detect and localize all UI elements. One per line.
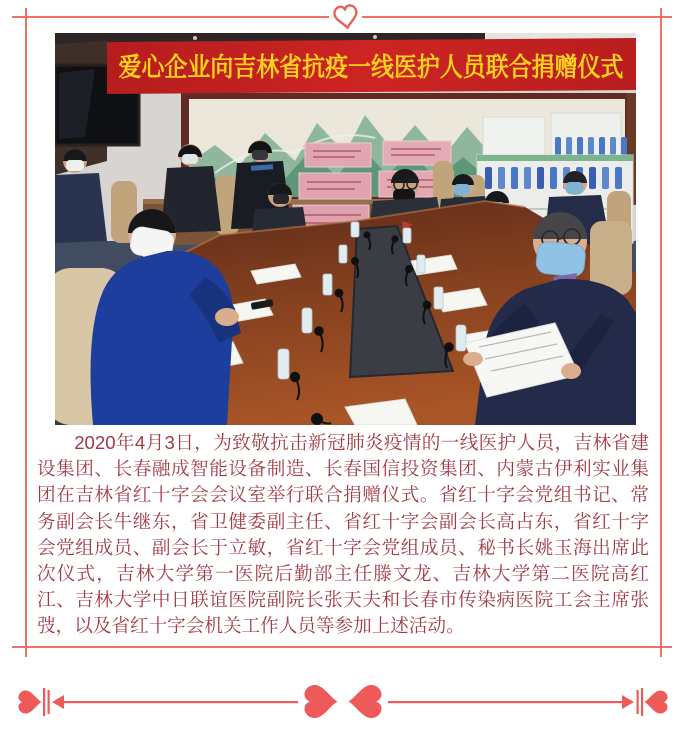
frame-bottom-line bbox=[12, 646, 672, 648]
banner-text: 爱心企业向吉林省抗疫一线医护人员联合捐赠仪式 bbox=[118, 52, 624, 82]
ceremony-banner bbox=[107, 38, 636, 94]
ceremony-photo[interactable] bbox=[55, 33, 636, 425]
article-paragraph: 2020年4月3日，为致敬抗击新冠肺炎疫情的一线医护人员，吉林省建设集团、长春融成智能设备制造、长春国信投资集团、内蒙古伊利实业集团在吉林省红十字会会议室举行联合捐赠仪式。省红十字会党组书记、常务副会长牛继东，省卫健委副主任、省红十字会副会长高占东，省红十字会党组成员、副会长于立敏，省红十字会党组成员、秘书长姚玉海出席此次仪式，吉林大学第一医院后勤部主任滕文龙、吉林大学第二医院高红江、吉林大学中日联谊医院副院长张天夫和长春市传染病医院工会主席张弢，以及省红十字会机关工作人员等参加上述活动。 bbox=[37, 432, 649, 637]
frame-top-line-right bbox=[362, 16, 672, 18]
heart-divider bbox=[0, 680, 686, 726]
frame-right-line bbox=[660, 8, 662, 657]
frame-top-line-left bbox=[12, 16, 329, 18]
heart-outline-icon bbox=[328, 1, 364, 35]
heart-icon bbox=[644, 690, 667, 713]
double-heart-bow-icon bbox=[305, 685, 338, 718]
frame-left-line bbox=[25, 8, 27, 657]
heart-icon bbox=[18, 690, 41, 713]
ceremony-photo-scene bbox=[55, 33, 636, 425]
heart-divider-ornaments bbox=[18, 685, 667, 718]
